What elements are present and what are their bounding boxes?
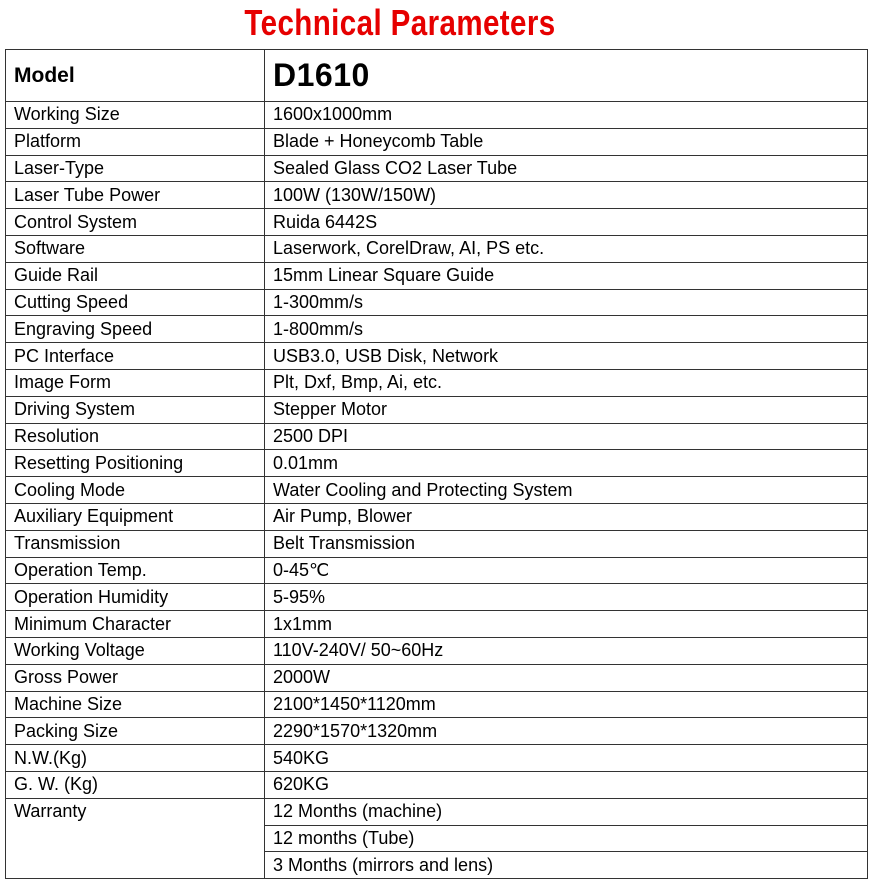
row-label: Resolution: [6, 423, 265, 450]
row-value: 1-300mm/s: [265, 289, 868, 316]
row-label: Auxiliary Equipment: [6, 503, 265, 530]
table-row: [6, 128, 868, 155]
row-label: Working Size: [6, 102, 265, 129]
row-value: Sealed Glass CO2 Laser Tube: [265, 155, 868, 182]
row-label: Machine Size: [6, 691, 265, 718]
table-row: [6, 637, 868, 664]
row-label: PC Interface: [6, 343, 265, 370]
row-label: Packing Size: [6, 718, 265, 745]
table-row: [6, 102, 868, 129]
row-label: Operation Temp.: [6, 557, 265, 584]
row-value: 620KG: [265, 771, 868, 798]
row-value: 100W (130W/150W): [265, 182, 868, 209]
page-title: Technical Parameters: [244, 2, 556, 43]
row-value: 15mm Linear Square Guide: [265, 262, 868, 289]
table-row: [6, 423, 868, 450]
row-label: Engraving Speed: [6, 316, 265, 343]
table-header-row: [6, 50, 868, 102]
row-label: Driving System: [6, 396, 265, 423]
table-row: [6, 450, 868, 477]
warranty-item: 12 months (Tube): [265, 825, 868, 852]
row-value: Blade + Honeycomb Table: [265, 128, 868, 155]
table-row: [6, 235, 868, 262]
row-label: Cutting Speed: [6, 289, 265, 316]
table-row: [6, 718, 868, 745]
row-label: Operation Humidity: [6, 584, 265, 611]
table-row: [6, 584, 868, 611]
row-label: Cooling Mode: [6, 477, 265, 504]
table-row: [6, 343, 868, 370]
warranty-label: Warranty: [6, 798, 265, 878]
table-row: [6, 209, 868, 236]
parameters-table: [5, 49, 868, 879]
row-value: 0-45℃: [265, 557, 868, 584]
row-label: Transmission: [6, 530, 265, 557]
table-row: [6, 477, 868, 504]
row-value: Stepper Motor: [265, 396, 868, 423]
row-label: N.W.(Kg): [6, 745, 265, 772]
row-label: Control System: [6, 209, 265, 236]
row-value: Plt, Dxf, Bmp, Ai, etc.: [265, 369, 868, 396]
table-row: [6, 771, 868, 798]
row-label: Gross Power: [6, 664, 265, 691]
row-label: Software: [6, 235, 265, 262]
row-label: Minimum Character: [6, 611, 265, 638]
row-value: Ruida 6442S: [265, 209, 868, 236]
table-row: [6, 289, 868, 316]
table-row: [6, 691, 868, 718]
model-value: D1610: [265, 50, 868, 102]
row-label: Working Voltage: [6, 637, 265, 664]
row-label: Platform: [6, 128, 265, 155]
row-label: Laser Tube Power: [6, 182, 265, 209]
row-label: Resetting Positioning: [6, 450, 265, 477]
row-value: 2290*1570*1320mm: [265, 718, 868, 745]
row-label: Guide Rail: [6, 262, 265, 289]
row-value: USB3.0, USB Disk, Network: [265, 343, 868, 370]
warranty-row: [6, 798, 868, 825]
row-value: 5-95%: [265, 584, 868, 611]
row-value: 0.01mm: [265, 450, 868, 477]
table-row: [6, 182, 868, 209]
row-value: 110V-240V/ 50~60Hz: [265, 637, 868, 664]
row-value: 1600x1000mm: [265, 102, 868, 129]
table-row: [6, 369, 868, 396]
table-row: [6, 664, 868, 691]
table-row: [6, 530, 868, 557]
row-value: Belt Transmission: [265, 530, 868, 557]
row-value: 1x1mm: [265, 611, 868, 638]
row-label: Laser-Type: [6, 155, 265, 182]
row-value: Water Cooling and Protecting System: [265, 477, 868, 504]
table-row: [6, 557, 868, 584]
row-value: 2000W: [265, 664, 868, 691]
model-label: Model: [6, 50, 265, 102]
table-row: [6, 503, 868, 530]
row-label: G. W. (Kg): [6, 771, 265, 798]
row-value: 2100*1450*1120mm: [265, 691, 868, 718]
table-row: [6, 316, 868, 343]
warranty-item: 3 Months (mirrors and lens): [265, 852, 868, 879]
row-value: 540KG: [265, 745, 868, 772]
table-row: [6, 745, 868, 772]
row-label: Image Form: [6, 369, 265, 396]
table-row: [6, 262, 868, 289]
row-value: 2500 DPI: [265, 423, 868, 450]
table-row: [6, 396, 868, 423]
row-value: 1-800mm/s: [265, 316, 868, 343]
row-value: Air Pump, Blower: [265, 503, 868, 530]
warranty-item: 12 Months (machine): [265, 798, 868, 825]
row-value: Laserwork, CorelDraw, AI, PS etc.: [265, 235, 868, 262]
table-row: [6, 155, 868, 182]
table-row: [6, 611, 868, 638]
